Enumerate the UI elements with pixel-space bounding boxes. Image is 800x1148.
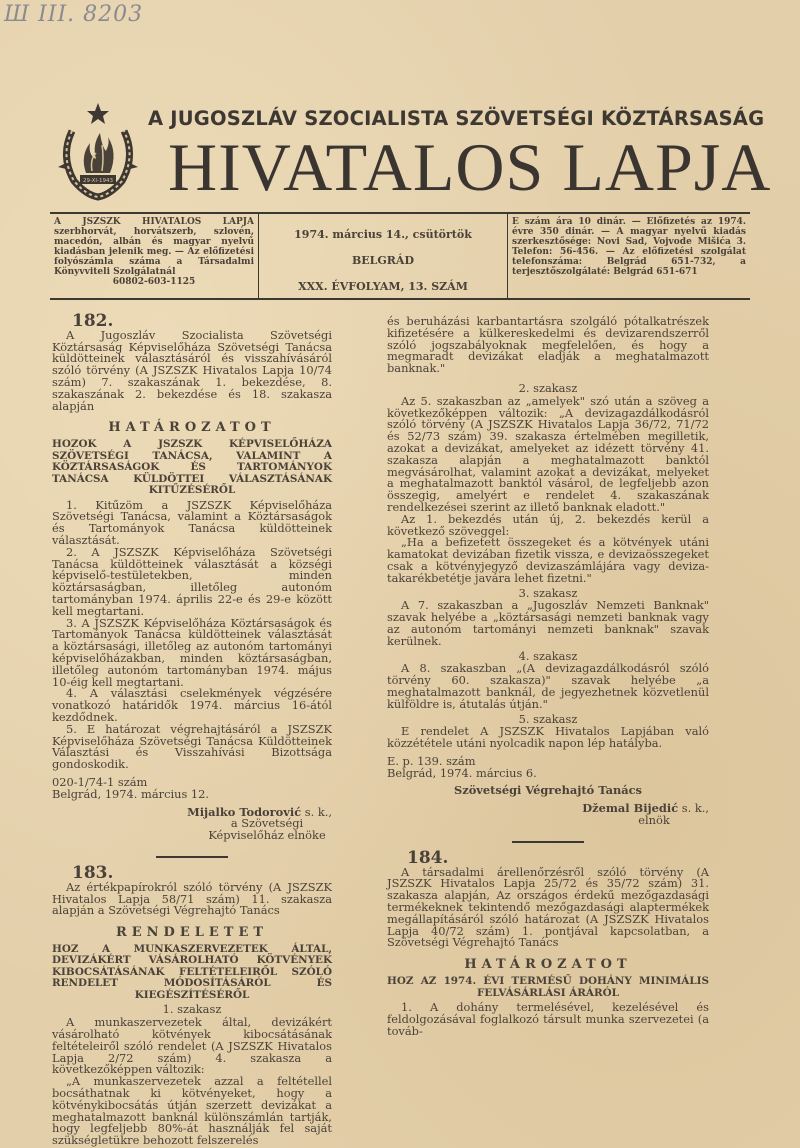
- svg-text:29-XI-1943: 29-XI-1943: [82, 178, 114, 184]
- preamble: A Jugoszláv Szocialista Szövetségi Köztársaság Képviselőháza Szövetségi Tanácsa küldötteinek választásáról és visszahívásáról szóló törvény (A JSZSZK Hivatalos Lapja 10/74 szám) 7. szakaszának 1. bekezdése, 8. szakaszának 2. bekezdése és 18. szakasza alapján: [52, 327, 332, 413]
- signer-sk: s. k.,: [678, 801, 709, 816]
- section-text: Az 5. szakaszban az „amelyek" szó után a szöveg a következőképpen változik: „A devizagazdálkodásról szóló törvény (A JSZSZK Hivatalos Lapja 36/72, 71/72 és 52/73 szám) 39. szakasza értelmében megilletik, azokat a devizákat, amelyeket az idézett törvény 41. szakasza alapján a meghatalmazott banktól megvásárolhat, valamint azokat a devizákat, melyeket a meghatalmazott banktól vásárol, de legfeljebb azon összegig, amelyért e rendelet 4. szakaszának rendelkezései szerint az illető banknak eladott.": [387, 393, 709, 514]
- section-title: 4. szakasz: [518, 648, 578, 663]
- section-text: Az 1. bekezdés után új, 2. bekezdés kerül a következő szöveggel:: [387, 511, 709, 538]
- masthead-supertitle: A JUGOSZLÁV SZOCIALISTA SZÖVETSÉGI KÖZTÁRSASÁG: [148, 107, 765, 130]
- section-text: A 8. szakaszban „(A devizagazdálkodásról szóló törvény 60. szakasza)" szavak helyébe „a meghatalmazott banknál, de jegyezhetnek közvetlenül külföldre is, átutalás útján.": [387, 661, 709, 711]
- place-date: Belgrád, 1974. március 6.: [387, 765, 537, 780]
- decree-type: RENDELETET: [115, 925, 269, 941]
- section-quote: „Ha a befizetett összegeket és a kötvények utáni kamatokat devizában fizetik vissza, e devizaösszegeket csak a kötvényjegyző devizaszámlájára vagy deviza-takarékbetétje javára lehet fizetni.": [387, 535, 709, 585]
- section-title: 3. szakasz: [518, 585, 578, 600]
- article-number: 183.: [72, 862, 114, 883]
- point: 3. A JSZSZK Képviselőháza Köztársaságok és Tartományok Tanácsa küldötteinek választását a köztársasági, illetőleg az autonóm tartományi képviselőházakban, minden köztársaságban, illetőleg autonóm tartományban 1974. május 10-éig kell megtartani.: [52, 615, 332, 689]
- section-quote-continued: és beruházási karbantartásra szolgáló pótalkatrészek kifizetésére a külkereskedelmi és devizarendszerről szóló jogszabályoknak megfelelően, és hogy a megmaradt devizákat eladják a meghatalmazott banknak.": [387, 314, 709, 376]
- coat-of-arms-icon: [52, 101, 144, 201]
- section-title: 2. szakasz: [518, 380, 578, 395]
- issue-date: 1974. március 14., csütörtök: [294, 228, 472, 241]
- decision-subtitle: HOZOK A JSZSZK KÉPVISELŐHÁZA SZÖVETSÉGI TANÁCSA, VALAMINT A KÖZTÁRSASÁGOK ÉS TARTOMÁNYOK TANÁCSA KÜLDÖTTEI VÁLASZTÁSÁNAK KITŰZÉSÉRŐL: [52, 438, 332, 497]
- point: 2. A JSZSZK Képviselőháza Szövetségi Tanácsa küldötteinek választását a községi képviselő-testületekben, minden köztársaságban, illetőleg autonóm tartományban 1974. április 22-e és 29-e között kell megtartani.: [52, 544, 332, 618]
- signer-name: Džemal Bijedić: [582, 801, 679, 816]
- masthead: [0, 95, 800, 205]
- issue-info-bar: [50, 212, 750, 300]
- issuing-body: Szövetségi Végrehajtó Tanács: [454, 783, 642, 798]
- section-text: A 7. szakaszban a „Jugoszláv Nemzeti Banknak" szavak helyébe a „köztársasági nemzeti banknak vagy az autonóm tartományi nemzeti banknak" szavak kerülnek.: [387, 598, 709, 648]
- section-text: E rendelet A JSZSZK Hivatalos Lapjában való közzététele utáni nyolcadik napon lép hatályba.: [387, 724, 709, 751]
- preamble: Az értékpapírokról szóló törvény (A JSZSZK Hivatalos Lapja 58/71 szám) 11. szakasza alapján a Szövetségi Végrehajtó Tanács: [52, 879, 332, 918]
- signature: [387, 803, 709, 827]
- point: 4. A választási cselekmények végzésére vonatkozó határidők 1974. március 16-ától kezdődnek.: [52, 686, 332, 725]
- signature: [52, 804, 332, 843]
- place-date: Belgrád, 1974. március 12.: [52, 786, 210, 801]
- article-number: 184.: [407, 847, 449, 868]
- section-title: 1. szakasz: [162, 1002, 222, 1017]
- issue-details: [258, 214, 508, 298]
- decision-type: HATÁROZATOT: [108, 420, 276, 436]
- article-number: 182.: [72, 311, 114, 331]
- signer-title: elnök: [638, 813, 670, 828]
- signer-name: Mijalko Todorović: [187, 804, 302, 819]
- issue-place: BELGRÁD: [351, 254, 415, 267]
- point: 1. Kitűzöm a JSZSZK Képviselőháza Szövetségi Tanácsa, valamint a Köztársaságok és Tartományok Tanácsa küldötteinek választását.: [52, 497, 332, 548]
- decision-type: HATÁROZATOT: [464, 957, 632, 973]
- point: 1. A dohány termelésével, kezelésével és feldolgozásával foglalkozó társult munka szervezetei (a továb-: [387, 1000, 709, 1038]
- reference-number: E. p. 139. szám: [387, 753, 476, 768]
- divider: [512, 841, 584, 843]
- divider: [156, 856, 228, 858]
- archive-mark: Ш III. 8203: [4, 2, 144, 27]
- reference-number: 020-1/74-1 szám: [52, 775, 148, 789]
- section-title: 5. szakasz: [518, 711, 578, 726]
- issue-volume: XXX. ÉVFOLYAM, 13. SZÁM: [298, 280, 468, 293]
- signer-title: a Szövetségi Képviselőház elnöke: [208, 816, 326, 843]
- preamble: A társadalmi árellenőrzésről szóló törvény (A JSZSZK Hivatalos Lapja 25/72 és 35/72 szám) 31. szakasza alapján, Az országos érdekű mezőgazdasági termékeknek tekintendő mezőgazdasági alaptermékek megállapításáról szóló határozat (A JSZSZK Hivatalos Lapja 40/72 szám) 1. pontjával kapcsolatban, a Szövetségi Végrehajtó Tanács: [387, 864, 709, 950]
- section-text: A munkaszervezetek által, devizákért vásárolható kötvények kibocsátásának feltételeiről szóló rendelet (A JSZSZK Hivatalos Lapja 2/72 szám) 4. szakasza a következőképpen változik:: [52, 1015, 332, 1077]
- publication-languages: A JSZSZK HIVATALOS LAPJA szerbhorvát, horvátszerb, szlovén, macedón, albán és magyar nyelvű kiadásban jelenik meg. — Az előfizetési folyószámla száma a Társadalmi Könyvviteli Szolgálatnál: [54, 217, 254, 277]
- masthead-title: HIVATALOS LAPJA: [168, 129, 772, 205]
- decision-subtitle: HOZ AZ 1974. ÉVI TERMÉSŰ DOHÁNY MINIMÁLIS FELVÁSÁRLÁSI ÁRÁRÓL: [387, 975, 709, 999]
- point: 5. E határozat végrehajtásáról a JSZSZK Képviselőháza Szövetségi Tanácsa Küldötteinek Választási és Visszahívási Bizottsága gondoskodik.: [52, 721, 332, 772]
- column-right: [387, 316, 709, 1037]
- publication-info: [50, 214, 258, 298]
- section-quote: „A munkaszervezetek azzal a feltétellel bocsáthatnak ki kötvényeket, hogy a kötvénykibocsátás útján szerzett devizákat a meghatalmazott banknál különszámlán tartják, hogy legfeljebb 80%-át használják fel saját szükségletükre behozott felszerelés: [52, 1074, 332, 1148]
- price-subscription-info: E szám ára 10 dinár. — Előfizetés az 1974. évre 350 dinár. — A magyar nyelvű kiadás szerkesztősége: Novi Sad, Vojvode Mišića 3. Telefon: 56-456. — Az előfizetési szolgálat telefonszáma: Belgrád 651-732, a terjesztőszolgálaté: Belgrád 651-671: [512, 217, 746, 277]
- decree-subtitle: HOZ A MUNKASZERVEZETEK ÁLTAL, DEVIZÁKÉRT VÁSÁROLHATÓ KÖTVÉNYEK KIBOCSÁTÁSÁNAK FELTÉTELEIRŐL SZÓLÓ RENDELET MÓDOSÍTÁSÁRÓL ÉS KIEGÉSZÍTÉSÉRŐL: [52, 942, 332, 1001]
- signer-sk: s. k.,: [301, 804, 332, 819]
- column-left: [52, 311, 332, 1148]
- account-number: 60802-603-1125: [112, 277, 196, 287]
